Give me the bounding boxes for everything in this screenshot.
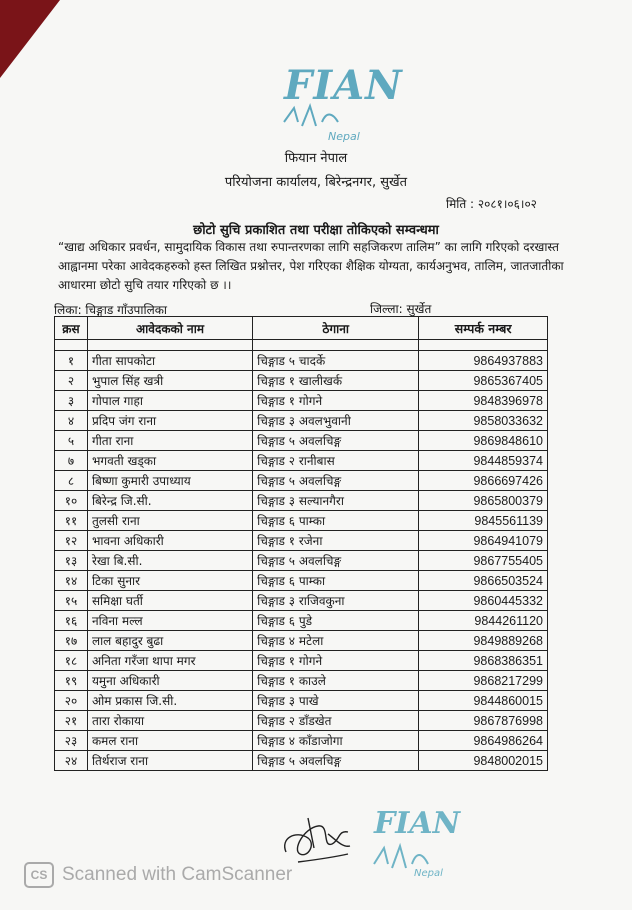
row-serial: १७ bbox=[55, 631, 88, 651]
row-name: समिक्षा घर्ती bbox=[87, 591, 252, 611]
row-serial: ३ bbox=[55, 391, 88, 411]
office-address: परियोजना कार्यालय, बिरेन्द्रनगर, सुर्खेत bbox=[224, 175, 408, 190]
row-name: तिर्थराज राना bbox=[87, 751, 252, 771]
row-name: तुलसी राना bbox=[87, 511, 252, 531]
row-contact: 9864941079 bbox=[419, 531, 548, 551]
row-name: गीता राना bbox=[87, 431, 252, 451]
camscanner-icon: CS bbox=[24, 862, 54, 888]
row-address: चिङ्गाड १ खालीखर्क bbox=[253, 371, 419, 391]
row-serial: ४ bbox=[55, 411, 88, 431]
table-row bbox=[55, 571, 548, 591]
row-serial: १५ bbox=[55, 591, 88, 611]
row-name: टिका सुनार bbox=[87, 571, 252, 591]
table-row bbox=[55, 611, 548, 631]
row-address: चिङ्गाड ४ काँडाजोगा bbox=[253, 731, 419, 751]
body-paragraph: “खाद्य अधिकार प्रवर्धन, सामुदायिक विकास तथा रुपान्तरणका लागि सहजिकरण तालिम” का लागि गरिएको दरखास्त आह्वानमा परेका आवेदकहरुको हस्त लिखित प्रश्नोत्तर, पेश गरिएका शैक्षिक योग्यता, कार्यअनुभव, तालिम, जातजातीका आधारमा छोटो सुचि तयार गरिएको छ ।। bbox=[58, 240, 564, 292]
row-serial: १४ bbox=[55, 571, 88, 591]
row-name: लाल बहादुर बुढा bbox=[87, 631, 252, 651]
watermark-text: Scanned with CamScanner bbox=[62, 864, 293, 885]
table-row bbox=[55, 551, 548, 571]
row-address: चिङ्गाड १ गोगने bbox=[253, 651, 419, 671]
row-address: चिङ्गाड ५ अवलचिङ्ग bbox=[253, 431, 419, 451]
row-address: चिङ्गाड ५ चादर्के bbox=[253, 351, 419, 371]
row-contact: 9848002015 bbox=[419, 751, 548, 771]
table-row bbox=[55, 391, 548, 411]
row-name: प्रदिप जंग राना bbox=[87, 411, 252, 431]
row-address: चिङ्गाड १ काउले bbox=[253, 671, 419, 691]
table-row bbox=[55, 731, 548, 751]
row-contact: 9868386351 bbox=[419, 651, 548, 671]
table-row bbox=[55, 471, 548, 491]
stamp-subtext: Nepal bbox=[414, 868, 443, 879]
table-row bbox=[55, 371, 548, 391]
row-name: अनिता गरँजा थापा मगर bbox=[87, 651, 252, 671]
table-row bbox=[55, 671, 548, 691]
table-row bbox=[55, 491, 548, 511]
table-header-row bbox=[55, 317, 548, 340]
row-name: बिरेन्द्र जि.सी. bbox=[87, 491, 252, 511]
row-address: चिङ्गाड ३ पाखे bbox=[253, 691, 419, 711]
row-serial: २४ bbox=[55, 751, 88, 771]
row-contact: 9845561139 bbox=[419, 511, 548, 531]
col-header-name: आवेदकको नाम bbox=[87, 317, 252, 340]
fian-stamp bbox=[368, 806, 461, 886]
row-serial: ७ bbox=[55, 451, 88, 471]
row-address: चिङ्गाड ५ अवलचिङ्ग bbox=[253, 471, 419, 491]
stamp-figure-icon bbox=[372, 840, 432, 870]
row-serial: २१ bbox=[55, 711, 88, 731]
row-serial: १ bbox=[55, 351, 88, 371]
org-name: फियान नेपाल bbox=[284, 151, 348, 166]
row-address: चिङ्गाड ३ राजिवकुना bbox=[253, 591, 419, 611]
col-header-contact: सम्पर्क नम्बर bbox=[419, 317, 548, 340]
row-address: चिङ्गाड ३ सल्यानगैरा bbox=[253, 491, 419, 511]
row-contact: 9849889268 bbox=[419, 631, 548, 651]
row-address: चिङ्गाड ५ अवलचिङ्ग bbox=[253, 551, 419, 571]
row-contact: 9865800379 bbox=[419, 491, 548, 511]
table-row bbox=[55, 431, 548, 451]
row-address: चिङ्गाड ४ मटेला bbox=[253, 631, 419, 651]
row-address: चिङ्गाड २ डाँडखेत bbox=[253, 711, 419, 731]
row-contact: 9869848610 bbox=[419, 431, 548, 451]
district-label: जिल्ला: सुर्खेत bbox=[370, 302, 432, 316]
table-row bbox=[55, 631, 548, 651]
row-address: चिङ्गाड ६ पुडे bbox=[253, 611, 419, 631]
row-contact: 9848396978 bbox=[419, 391, 548, 411]
row-contact: 9868217299 bbox=[419, 671, 548, 691]
row-serial: १३ bbox=[55, 551, 88, 571]
table-row bbox=[55, 591, 548, 611]
row-serial: १६ bbox=[55, 611, 88, 631]
row-name: रेखा बि.सी. bbox=[87, 551, 252, 571]
logo-text: FIAN bbox=[284, 62, 403, 109]
table-row bbox=[55, 511, 548, 531]
table-row bbox=[55, 351, 548, 371]
row-serial: २ bbox=[55, 371, 88, 391]
logo-figure-icon bbox=[282, 102, 342, 130]
row-contact: 9844860015 bbox=[419, 691, 548, 711]
row-name: बिष्णा कुमारी उपाध्याय bbox=[87, 471, 252, 491]
row-name: नविना मल्ल bbox=[87, 611, 252, 631]
row-name: गीता सापकोटा bbox=[87, 351, 252, 371]
table-row bbox=[55, 751, 548, 771]
camscanner-watermark bbox=[24, 862, 292, 888]
row-address: चिङ्गाड ६ पाम्का bbox=[253, 571, 419, 591]
row-name: तारा रोकाया bbox=[87, 711, 252, 731]
logo-subtext: Nepal bbox=[328, 130, 360, 143]
row-serial: २० bbox=[55, 691, 88, 711]
table-row bbox=[55, 451, 548, 471]
shortlist-table bbox=[54, 316, 548, 771]
row-address: चिङ्गाड ५ अवलचिङ्ग bbox=[253, 751, 419, 771]
row-contact: 9864986264 bbox=[419, 731, 548, 751]
row-serial: १८ bbox=[55, 651, 88, 671]
fian-logo bbox=[272, 62, 403, 146]
row-contact: 9866697426 bbox=[419, 471, 548, 491]
row-contact: 9867755405 bbox=[419, 551, 548, 571]
row-serial: ११ bbox=[55, 511, 88, 531]
row-name: भगवती खड्का bbox=[87, 451, 252, 471]
table-row bbox=[55, 531, 548, 551]
table-row bbox=[55, 411, 548, 431]
row-name: ओम प्रकास जि.सी. bbox=[87, 691, 252, 711]
row-name: गोपाल गाहा bbox=[87, 391, 252, 411]
spacer-row bbox=[55, 340, 548, 351]
table-row bbox=[55, 711, 548, 731]
col-header-address: ठेगाना bbox=[253, 317, 419, 340]
row-name: यमुना अधिकारी bbox=[87, 671, 252, 691]
row-address: चिङ्गाड १ रजेना bbox=[253, 531, 419, 551]
subject-heading: छोटो सुचि प्रकाशित तथा परीक्षा तोकिएको सम्वन्धमा bbox=[193, 223, 439, 238]
row-name: कमल राना bbox=[87, 731, 252, 751]
row-serial: ५ bbox=[55, 431, 88, 451]
row-name: भुपाल सिंह खत्री bbox=[87, 371, 252, 391]
row-contact: 9844859374 bbox=[419, 451, 548, 471]
row-contact: 9858033632 bbox=[419, 411, 548, 431]
stamp-text: FIAN bbox=[374, 806, 461, 841]
row-serial: २३ bbox=[55, 731, 88, 751]
row-address: चिङ्गाड २ रानीबास bbox=[253, 451, 419, 471]
municipality-label: लिका: चिङ्गाड गाँउपालिका bbox=[54, 303, 168, 317]
corner-decoration bbox=[0, 0, 60, 78]
row-contact: 9865367405 bbox=[419, 371, 548, 391]
document-date: मिति : २०८१।०६।०२ bbox=[446, 197, 537, 211]
row-serial: १२ bbox=[55, 531, 88, 551]
row-address: चिङ्गाड १ गोगने bbox=[253, 391, 419, 411]
table-row bbox=[55, 691, 548, 711]
row-contact: 9866503524 bbox=[419, 571, 548, 591]
row-contact: 9864937883 bbox=[419, 351, 548, 371]
row-address: चिङ्गाड ३ अवलभुवानी bbox=[253, 411, 419, 431]
row-address: चिङ्गाड ६ पाम्का bbox=[253, 511, 419, 531]
row-contact: 9867876998 bbox=[419, 711, 548, 731]
row-serial: १० bbox=[55, 491, 88, 511]
row-contact: 9844261120 bbox=[419, 611, 548, 631]
table-row bbox=[55, 651, 548, 671]
row-serial: ८ bbox=[55, 471, 88, 491]
row-name: भावना अधिकारी bbox=[87, 531, 252, 551]
row-serial: १९ bbox=[55, 671, 88, 691]
row-contact: 9860445332 bbox=[419, 591, 548, 611]
col-header-serial: क्रस bbox=[55, 317, 88, 340]
